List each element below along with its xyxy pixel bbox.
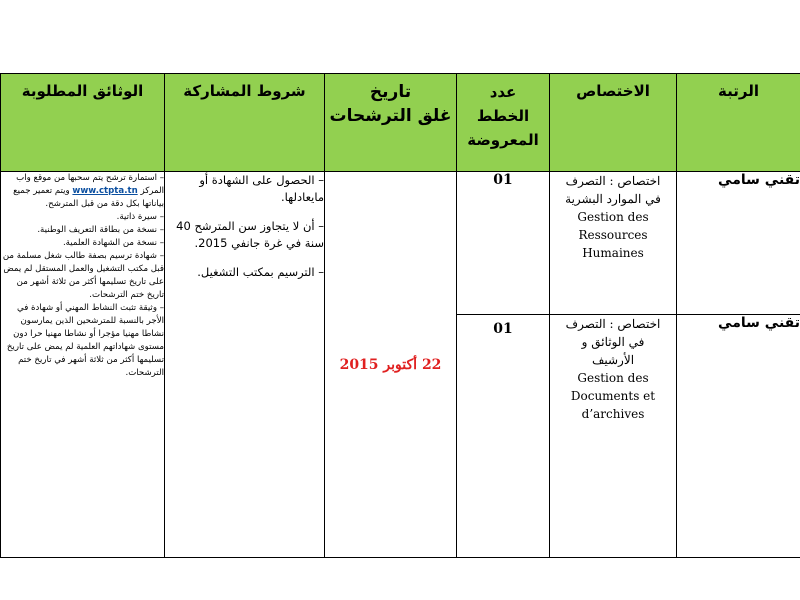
positions-cell: 01 xyxy=(457,172,550,315)
document-item xyxy=(1,172,164,211)
specialty-fr-line: d’archives xyxy=(581,407,645,421)
header-date-line: غلق الترشحات xyxy=(329,106,452,126)
specialty-fr-line: Documents et xyxy=(570,389,656,403)
header-positions xyxy=(457,74,550,172)
rank-cell: تقني سامي xyxy=(677,172,800,315)
header-documents: الوثائق المطلوبة xyxy=(1,74,165,172)
ctpta-link[interactable]: www.ctpta.tn xyxy=(72,186,138,196)
header-rank: الرتبة xyxy=(677,74,800,172)
condition-item: – الحصول على الشهادة أو مايعادلها. xyxy=(199,173,324,204)
document-item: – سيرة ذاتية. xyxy=(116,212,164,222)
specialty-cell xyxy=(550,172,677,315)
condition-item: – الترسيم بمكتب التشغيل. xyxy=(197,265,324,279)
specialty-ar-line: الأرشيف xyxy=(591,353,635,367)
conditions-cell xyxy=(165,172,325,558)
specialty-ar-line: اختصاص : التصرف xyxy=(565,174,661,188)
header-closing-date xyxy=(325,74,457,172)
specialty-fr-line: Gestion des xyxy=(577,371,649,385)
specialty-cell xyxy=(550,315,677,558)
table-row xyxy=(1,172,800,315)
rank-cell: تقني سامي xyxy=(677,315,800,558)
header-positions-line: عدد xyxy=(489,83,517,101)
recruitment-table xyxy=(0,73,800,558)
specialty-ar-line: في الموارد البشرية xyxy=(565,192,661,206)
specialty-fr-line: Ressources xyxy=(578,228,648,242)
header-conditions: شروط المشاركة xyxy=(165,74,325,172)
header-positions-line: الخطط xyxy=(476,107,530,125)
header-specialty: الاختصاص xyxy=(550,74,677,172)
document-item: – شهادة ترسيم بصفة طالب شغل مسلمة من قبل مكتب التشغيل والعمل المستقل لم يمض على تاريخ تسليمها أكثر من ثلاثة أشهر من تاريخ ختم الترشحات. xyxy=(2,251,164,300)
positions-cell: 01 xyxy=(457,315,550,558)
specialty-ar-line: في الوثائق و xyxy=(581,335,645,349)
document-item: – نسخة من الشهادة العلمية. xyxy=(62,238,164,248)
document-text: ويتم تعمير جميع بياناتها بكل دقة من قبل المترشح. xyxy=(13,186,164,209)
document-text: – استمارة ترشح يتم سحبها من موقع واب المركز xyxy=(16,173,164,196)
closing-date-cell: 22 أكتوبر 2015 xyxy=(325,172,457,558)
header-row xyxy=(1,74,800,172)
header-positions-line: المعروضة xyxy=(467,131,539,149)
specialty-fr-line: Gestion des xyxy=(577,210,649,224)
specialty-fr-line: Humaines xyxy=(582,246,644,260)
header-date-line: تاريخ xyxy=(369,82,412,102)
documents-cell xyxy=(1,172,165,558)
specialty-ar-line: اختصاص : التصرف xyxy=(565,317,661,331)
condition-item: – أن لا يتجاوز سن المترشح 40 سنة في غرة جانفي 2015. xyxy=(176,219,324,250)
document-item: – نسخة من بطاقة التعريف الوطنية. xyxy=(37,225,164,235)
document-item: – وثيقة تثبت النشاط المهني أو شهادة في الأجر بالنسبة للمترشحين الذين يمارسون نشاطا مهنيا مؤجرا أو نشاطا مهنيا حرا دون مستوى شهاداتهم العلمية لم يمض على تاريخ تسليمها أكثر من ثلاثة أشهر في تاريخ ختم الترشحات. xyxy=(6,303,164,378)
